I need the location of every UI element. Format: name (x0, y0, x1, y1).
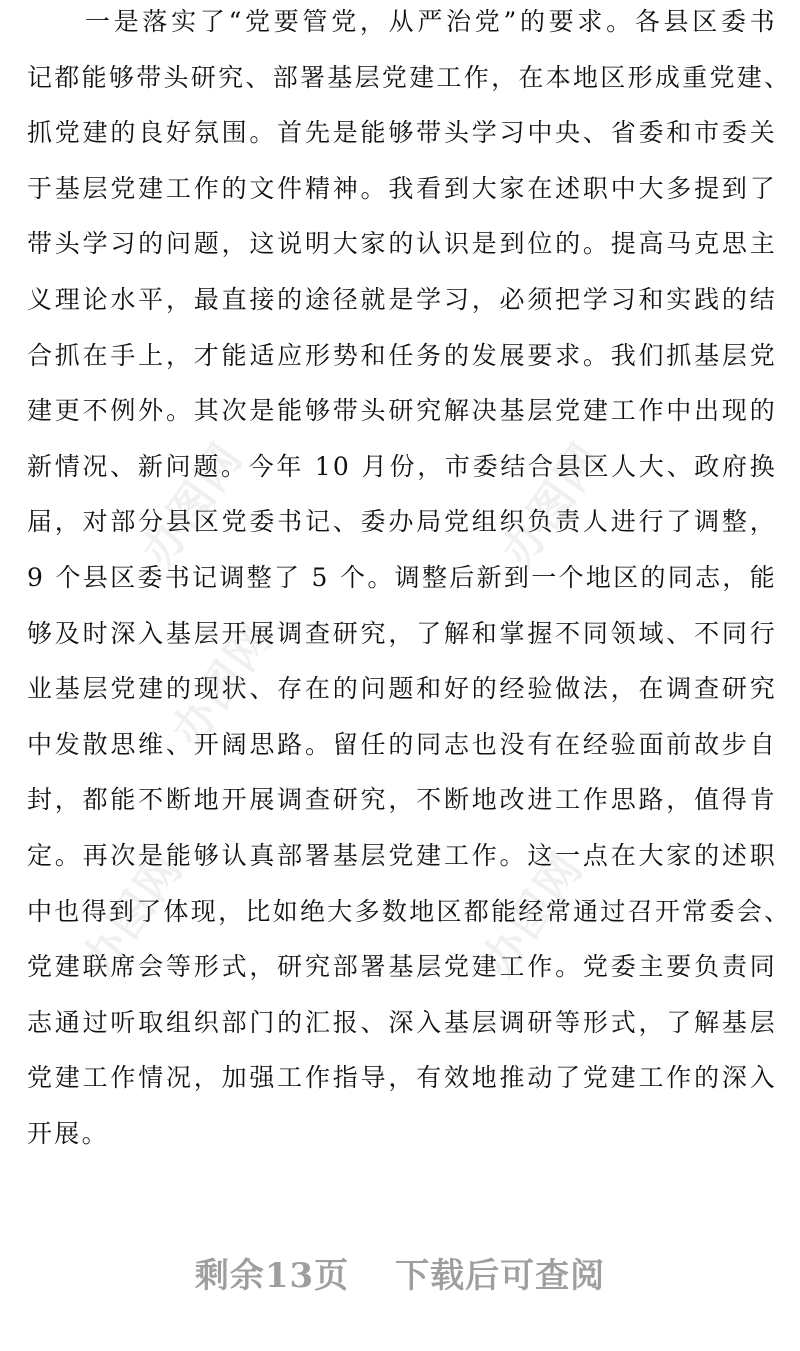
paragraph-line: 志通过听取组织部门的汇报、深入基层调研等形式，了解基层 (27, 1007, 777, 1037)
paragraph-line: 党建工作情况，加强工作指导，有效地推动了党建工作的深入 (27, 1063, 777, 1093)
watermark: 办图网 (492, 433, 614, 576)
paragraph-line: 党建联席会等形式，研究部署基层党建工作。党委主要负责同 (27, 952, 777, 982)
paragraph-line: 带头学习的问题，这说明大家的认识是到位的。提高马克思主 (27, 229, 777, 259)
paragraph-line: 开展。 (27, 1118, 109, 1148)
paragraph-line: 记都能够带头研究、部署基层党建工作，在本地区形成重党建、 (27, 62, 792, 92)
remaining-pages-label[interactable]: 剩余13页 (194, 1256, 350, 1296)
watermark: 办图网 (132, 433, 254, 576)
paragraph-line: 合抓在手上，才能适应形势和任务的发展要求。我们抓基层党 (27, 340, 777, 370)
download-to-view-label[interactable]: 下载后可查阅 (395, 1256, 606, 1296)
paragraph-line: 建更不例外。其次是能够带头研究解决基层党建工作中出现的 (27, 396, 777, 426)
paragraph-line: 届，对部分县区党委书记、委办局党组织负责人进行了调整， (27, 507, 777, 537)
paragraph-line: 封，都能不断地开展调查研究，不断地改进工作思路，值得肯 (27, 785, 777, 815)
paragraph-line: 中也得到了体现，比如绝大多数地区都能经常通过召开常委会、 (27, 896, 792, 926)
paragraph-line: 够及时深入基层开展调查研究，了解和掌握不同领域、不同行 (27, 618, 777, 648)
paragraph-line: 抓党建的良好氛围。首先是能够带头学习中央、省委和市委关 (27, 118, 777, 148)
paragraph-line: 9 个县区委书记调整了 5 个。调整后新到一个地区的同志，能 (27, 562, 777, 592)
watermark: 办图网 (162, 613, 284, 756)
paragraph-line: 定。再次是能够认真部署基层党建工作。这一点在大家的述职 (27, 840, 777, 870)
paragraph-line: 中发散思维、开阔思路。留任的同志也没有在经验面前故步自 (27, 729, 777, 759)
paragraph-line: 于基层党建工作的文件精神。我看到大家在述职中大多提到了 (27, 173, 777, 203)
download-prompt-banner[interactable] (0, 1248, 800, 1297)
paragraph-line: 一是落实了“党要管党，从严治党”的要求。各县区委书 (85, 7, 777, 36)
paragraph-line: 业基层党建的现状、存在的问题和好的经验做法，在调查研究 (27, 674, 777, 704)
paragraph-line: 义理论水平，最直接的途径就是学习，必须把学习和实践的结 (27, 284, 777, 314)
watermark: 办图网 (472, 843, 594, 986)
document-body (27, 0, 792, 1167)
paragraph-line: 新情况、新问题。今年 10 月份，市委结合县区人大、政府换 (27, 451, 777, 481)
watermark: 办图网 (72, 843, 194, 986)
